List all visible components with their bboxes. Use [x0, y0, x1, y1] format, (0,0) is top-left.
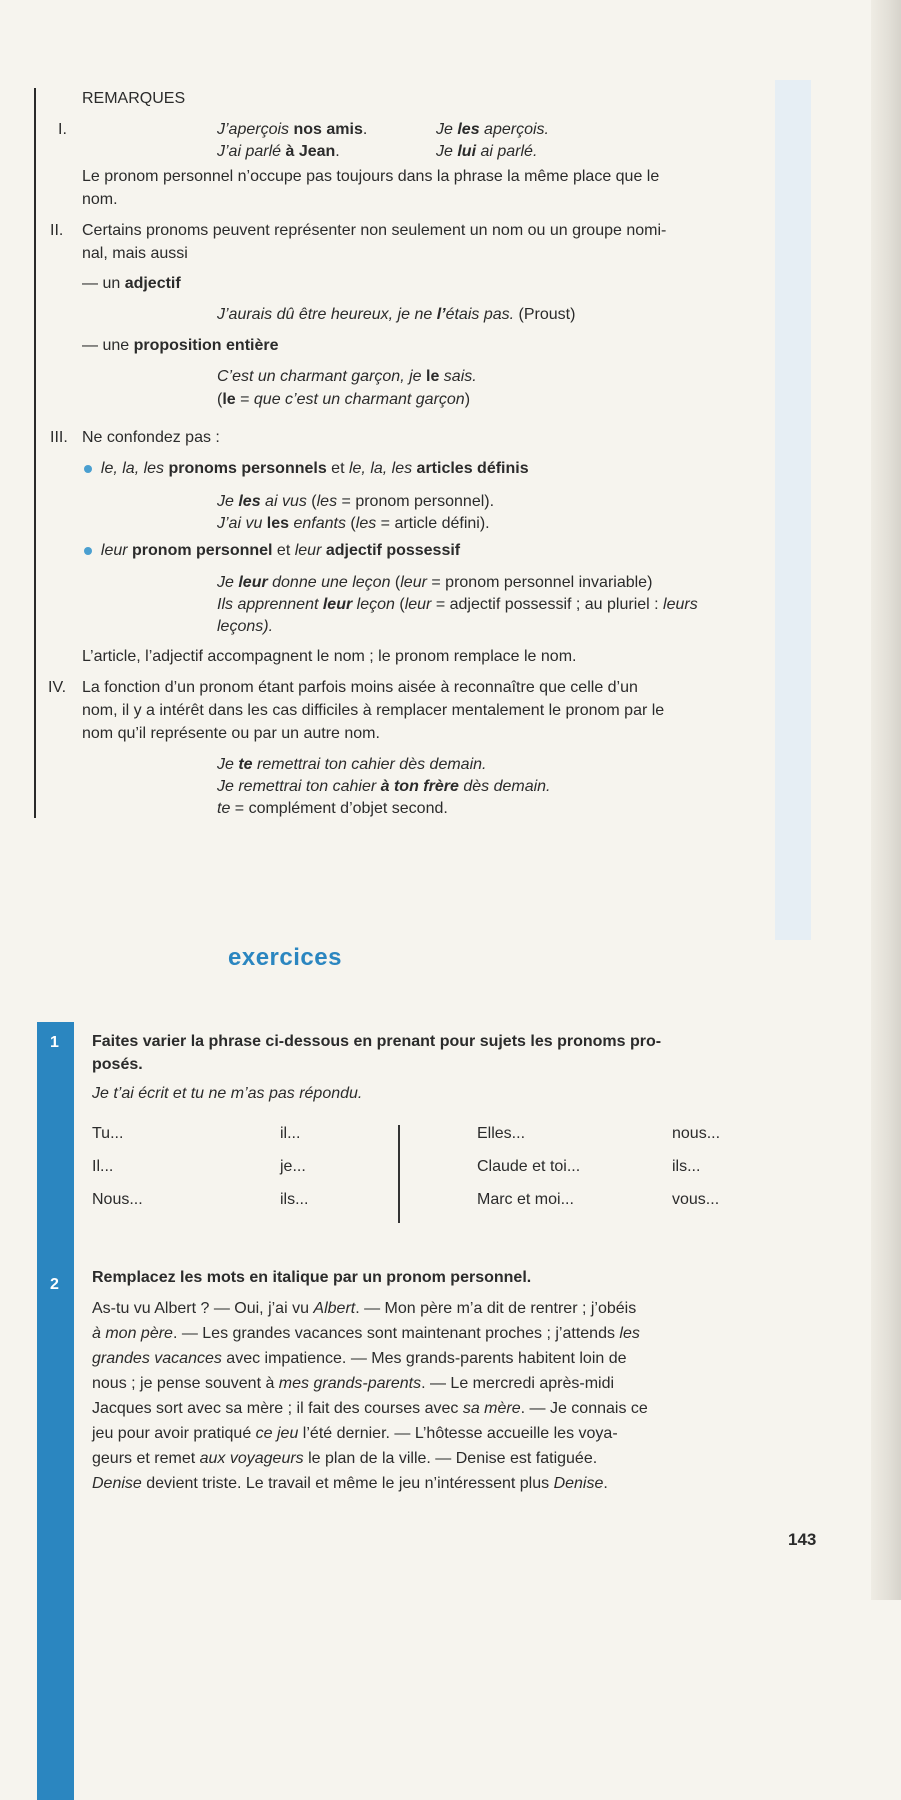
- remark-3-example-1: Je les ai vus (les = pronom personnel).: [217, 493, 495, 510]
- exercise-1-title-line-1: Faites varier la phrase ci-dessous en prenant pour sujets les pronoms pro-: [92, 1033, 662, 1050]
- exercise-1-col3-item: Marc et moi...: [477, 1191, 574, 1208]
- remark-3-example-4: Ils apprennent leur leçon (leur = adjectif possessif ; au pluriel : leurs: [217, 596, 698, 613]
- remark-2-sub-adjectif: — un adjectif: [82, 275, 181, 292]
- exercise-side-bar: [37, 1022, 74, 1800]
- remark-4-example-1: Je te remettrai ton cahier dès demain.: [217, 756, 487, 773]
- remark-3-example-2: J’ai vu les enfants (les = article défini).: [217, 515, 490, 532]
- remark-2-example-3: (le = que c’est un charmant garçon): [217, 391, 471, 408]
- background-tint: [775, 80, 811, 940]
- remark-1-example-1-pronoun: Je les aperçois.: [436, 121, 549, 138]
- exercise-2-number: 2: [50, 1276, 59, 1293]
- remark-3-bullet-1: le, la, les pronoms personnels et le, la, les articles définis: [84, 457, 529, 480]
- exercise-2-line-3: grandes vacances avec impatience. — Mes grands-parents habitent loin de: [92, 1350, 627, 1367]
- remark-2-sub-proposition: — une proposition entière: [82, 337, 279, 354]
- remark-4-example-2: Je remettrai ton cahier à ton frère dès demain.: [217, 778, 551, 795]
- remark-1-example-1: J’aperçois nos amis.: [217, 121, 368, 138]
- remark-2-example-1: J’aurais dû être heureux, je ne l’étais pas. (Proust): [217, 306, 576, 323]
- exercise-1-col4-item: vous...: [672, 1191, 720, 1208]
- exercise-1-col3-item: Elles...: [477, 1125, 526, 1142]
- exercise-1-number: 1: [50, 1034, 59, 1051]
- exercise-1-col3-item: Claude et toi...: [477, 1158, 581, 1175]
- remarks-title: REMARQUES: [82, 90, 186, 107]
- remark-3-example-3: Je leur donne une leçon (leur = pronom personnel invariable): [217, 574, 653, 591]
- exercise-2-line-5: Jacques sort avec sa mère ; il fait des courses avec sa mère. — Je connais ce: [92, 1400, 648, 1417]
- exercise-2-title: Remplacez les mots en italique par un pronom personnel.: [92, 1269, 532, 1286]
- remark-2-example-2: C’est un charmant garçon, je le sais.: [217, 368, 477, 385]
- remark-4-text-line-1: La fonction d’un pronom étant parfois moins aisée à reconnaître que celle d’un: [82, 679, 638, 696]
- exercise-1-col2-item: il...: [280, 1125, 301, 1142]
- remark-2-number: II.: [50, 222, 64, 239]
- exercises-heading: exercices: [228, 944, 342, 971]
- remark-1-text-line-1: Le pronom personnel n’occupe pas toujours dans la phrase la même place que le: [82, 168, 660, 185]
- remark-1-text-line-2: nom.: [82, 191, 118, 208]
- exercise-2-line-8: Denise devient triste. Le travail et même le jeu n’intéressent plus Denise.: [92, 1475, 608, 1492]
- exercise-1-col1-item: Tu...: [92, 1125, 124, 1142]
- exercise-2-line-6: jeu pour avoir pratiqué ce jeu l’été dernier. — L’hôtesse accueille les voya-: [92, 1425, 618, 1442]
- remark-1-example-2-pronoun: Je lui ai parlé.: [436, 143, 538, 160]
- exercise-2-line-1: As-tu vu Albert ? — Oui, j’ai vu Albert. — Mon père m’a dit de rentrer ; j’obéis: [92, 1300, 637, 1317]
- exercise-1-col2-item: je...: [280, 1158, 306, 1175]
- remark-2-text-line-2: nal, mais aussi: [82, 245, 188, 262]
- exercise-1-col2-item: ils...: [280, 1191, 309, 1208]
- remark-1-number: I.: [58, 121, 67, 138]
- exercise-2-line-7: geurs et remet aux voyageurs le plan de la ville. — Denise est fatiguée.: [92, 1450, 598, 1467]
- remark-4-number: IV.: [48, 679, 67, 696]
- remark-3-number: III.: [50, 429, 68, 446]
- bullet-dot-icon: [84, 465, 92, 473]
- remark-1-example-2: J’ai parlé à Jean.: [217, 143, 340, 160]
- exercise-2-line-2: à mon père. — Les grandes vacances sont maintenant proches ; j’attends les: [92, 1325, 640, 1342]
- exercise-1-col1-item: Il...: [92, 1158, 114, 1175]
- page-number: 143: [788, 1530, 817, 1549]
- exercise-1-column-divider: [398, 1125, 400, 1223]
- exercise-1-col4-item: ils...: [672, 1158, 701, 1175]
- exercise-1-sentence: Je t’ai écrit et tu ne m’as pas répondu.: [92, 1085, 363, 1102]
- remark-3-text: Ne confondez pas :: [82, 429, 220, 446]
- exercise-1-title-line-2: posés.: [92, 1056, 143, 1073]
- remark-3-conclusion: L’article, l’adjectif accompagnent le nom ; le pronom remplace le nom.: [82, 648, 577, 665]
- remark-4-text-line-2: nom, il y a intérêt dans les cas difficiles à remplacer mentalement le pronom par le: [82, 702, 665, 719]
- remarks-margin-rule: [34, 88, 36, 818]
- page-edge: [871, 0, 901, 1600]
- remark-4-text-line-3: nom qu’il représente ou par un autre nom.: [82, 725, 380, 742]
- exercise-1-col1-item: Nous...: [92, 1191, 143, 1208]
- exercise-2-line-4: nous ; je pense souvent à mes grands-parents. — Le mercredi après-midi: [92, 1375, 615, 1392]
- remark-3-bullet-2: leur pronom personnel et leur adjectif possessif: [84, 539, 460, 562]
- exercise-1-col4-item: nous...: [672, 1125, 721, 1142]
- remark-2-text-line-1: Certains pronoms peuvent représenter non seulement un nom ou un groupe nomi-: [82, 222, 667, 239]
- remark-4-example-3: te = complément d’objet second.: [217, 800, 448, 817]
- remark-3-example-4-continued: leçons).: [217, 618, 274, 635]
- bullet-dot-icon: [84, 547, 92, 555]
